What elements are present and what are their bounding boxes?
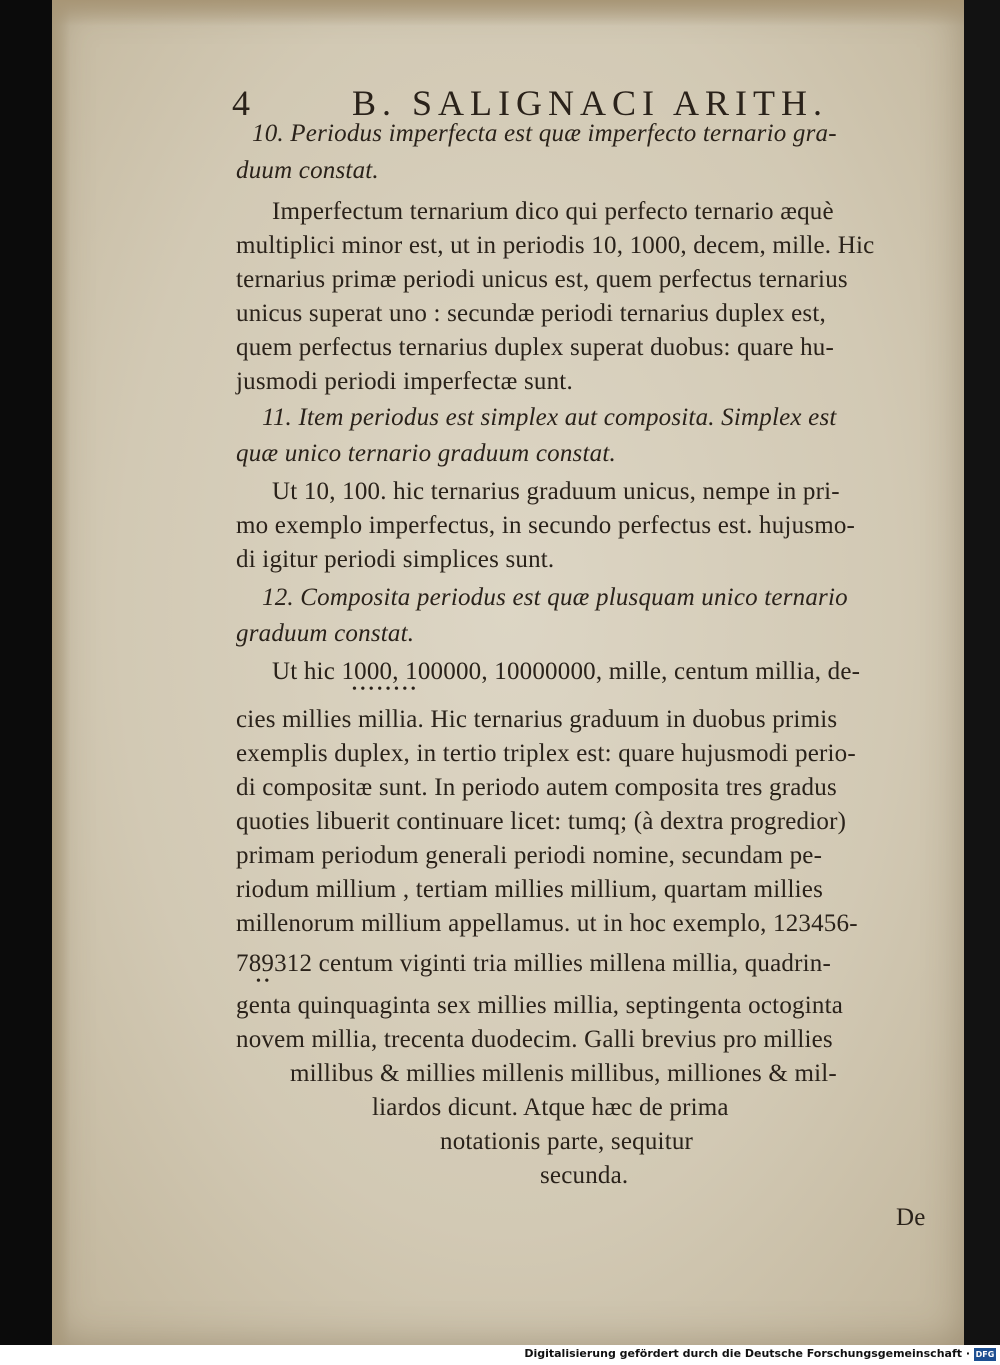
text-line: exemplis duplex, in tertio triplex est: quare hujusmodi perio- <box>236 740 856 767</box>
text-line: secunda. <box>540 1162 629 1189</box>
text-line: 11. Item periodus est simplex aut composita. Simplex est <box>262 404 837 431</box>
scan-border <box>964 0 1000 1345</box>
text-line: millenorum millium appellamus. ut in hoc exemplo, 123456- <box>236 910 858 937</box>
text-line: riodum millium , tertiam millies millium, quartam millies <box>236 876 824 903</box>
text-line: graduum constat. <box>236 620 415 647</box>
text-line: cies millies millia. Hic ternarius graduum in duobus primis <box>236 706 838 733</box>
running-title: B. SALIGNACI ARITH. <box>352 83 829 123</box>
page-top-stain <box>52 0 964 26</box>
text-line: quoties libuerit continuare licet: tumq; (à dextra progredior) <box>236 808 847 835</box>
text-line: genta quinquaginta sex millies millia, septingenta octoginta <box>236 992 844 1019</box>
text-line: di igitur periodi simplices sunt. <box>236 546 555 573</box>
text-line: ternarius primæ periodi unicus est, quem perfectus ternarius <box>236 266 848 293</box>
dfg-logo-icon: DFG <box>975 1350 995 1359</box>
text-line: quem perfectus ternarius duplex superat duobus: quare hu- <box>236 334 835 361</box>
page-number: 4 <box>232 83 256 123</box>
text-line: primam periodum generali periodi nomine, secundam pe- <box>236 842 823 869</box>
text-line: unicus superat uno : secundæ periodi ternarius duplex est, <box>236 300 826 327</box>
text-line: 12. Composita periodus est quæ plusquam unico ternario <box>262 584 848 611</box>
text-line: liardos dicunt. Atque hæc de prima <box>372 1094 729 1121</box>
digit-dots: • • <box>256 974 270 989</box>
text-line: multiplici minor est, ut in periodis 10, 1000, decem, mille. Hic <box>236 232 875 259</box>
text-line: duum constat. <box>236 157 379 184</box>
text-line: novem millia, trecenta duodecim. Galli brevius pro millies <box>236 1026 833 1053</box>
text-line: 789312 centum viginti tria millies millena millia, quadrin- <box>236 950 832 977</box>
page-gutter-shadow <box>52 0 70 1345</box>
text-line: Ut 10, 100. hic ternarius graduum unicus, nempe in pri- <box>272 478 840 505</box>
text-line: Ut hic 1000, 100000, 10000000, mille, centum millia, de- <box>272 658 861 685</box>
digitization-footer <box>0 1345 1000 1365</box>
text-line: di compositæ sunt. In periodo autem composita tres gradus <box>236 774 837 801</box>
text-line: mo exemplo imperfectus, in secundo perfectus est. hujusmo- <box>236 512 856 539</box>
text-line: quæ unico ternario graduum constat. <box>236 440 616 467</box>
text-line: jusmodi periodi imperfectæ sunt. <box>236 368 573 395</box>
text-line: 10. Periodus imperfecta est quæ imperfecto ternario gra- <box>252 120 837 147</box>
text-line: notationis parte, sequitur <box>440 1128 694 1155</box>
catchword: De <box>896 1204 926 1231</box>
digit-dots: • • • • • • • • <box>352 682 416 697</box>
funding-credit: Digitalisierung gefördert durch die Deutsche Forschungsgemeinschaft · <box>524 1347 970 1360</box>
text-line: Imperfectum ternarium dico qui perfecto ternario æquè <box>272 198 834 225</box>
text-line: millibus & millies millenis millibus, milliones & mil- <box>290 1060 837 1087</box>
